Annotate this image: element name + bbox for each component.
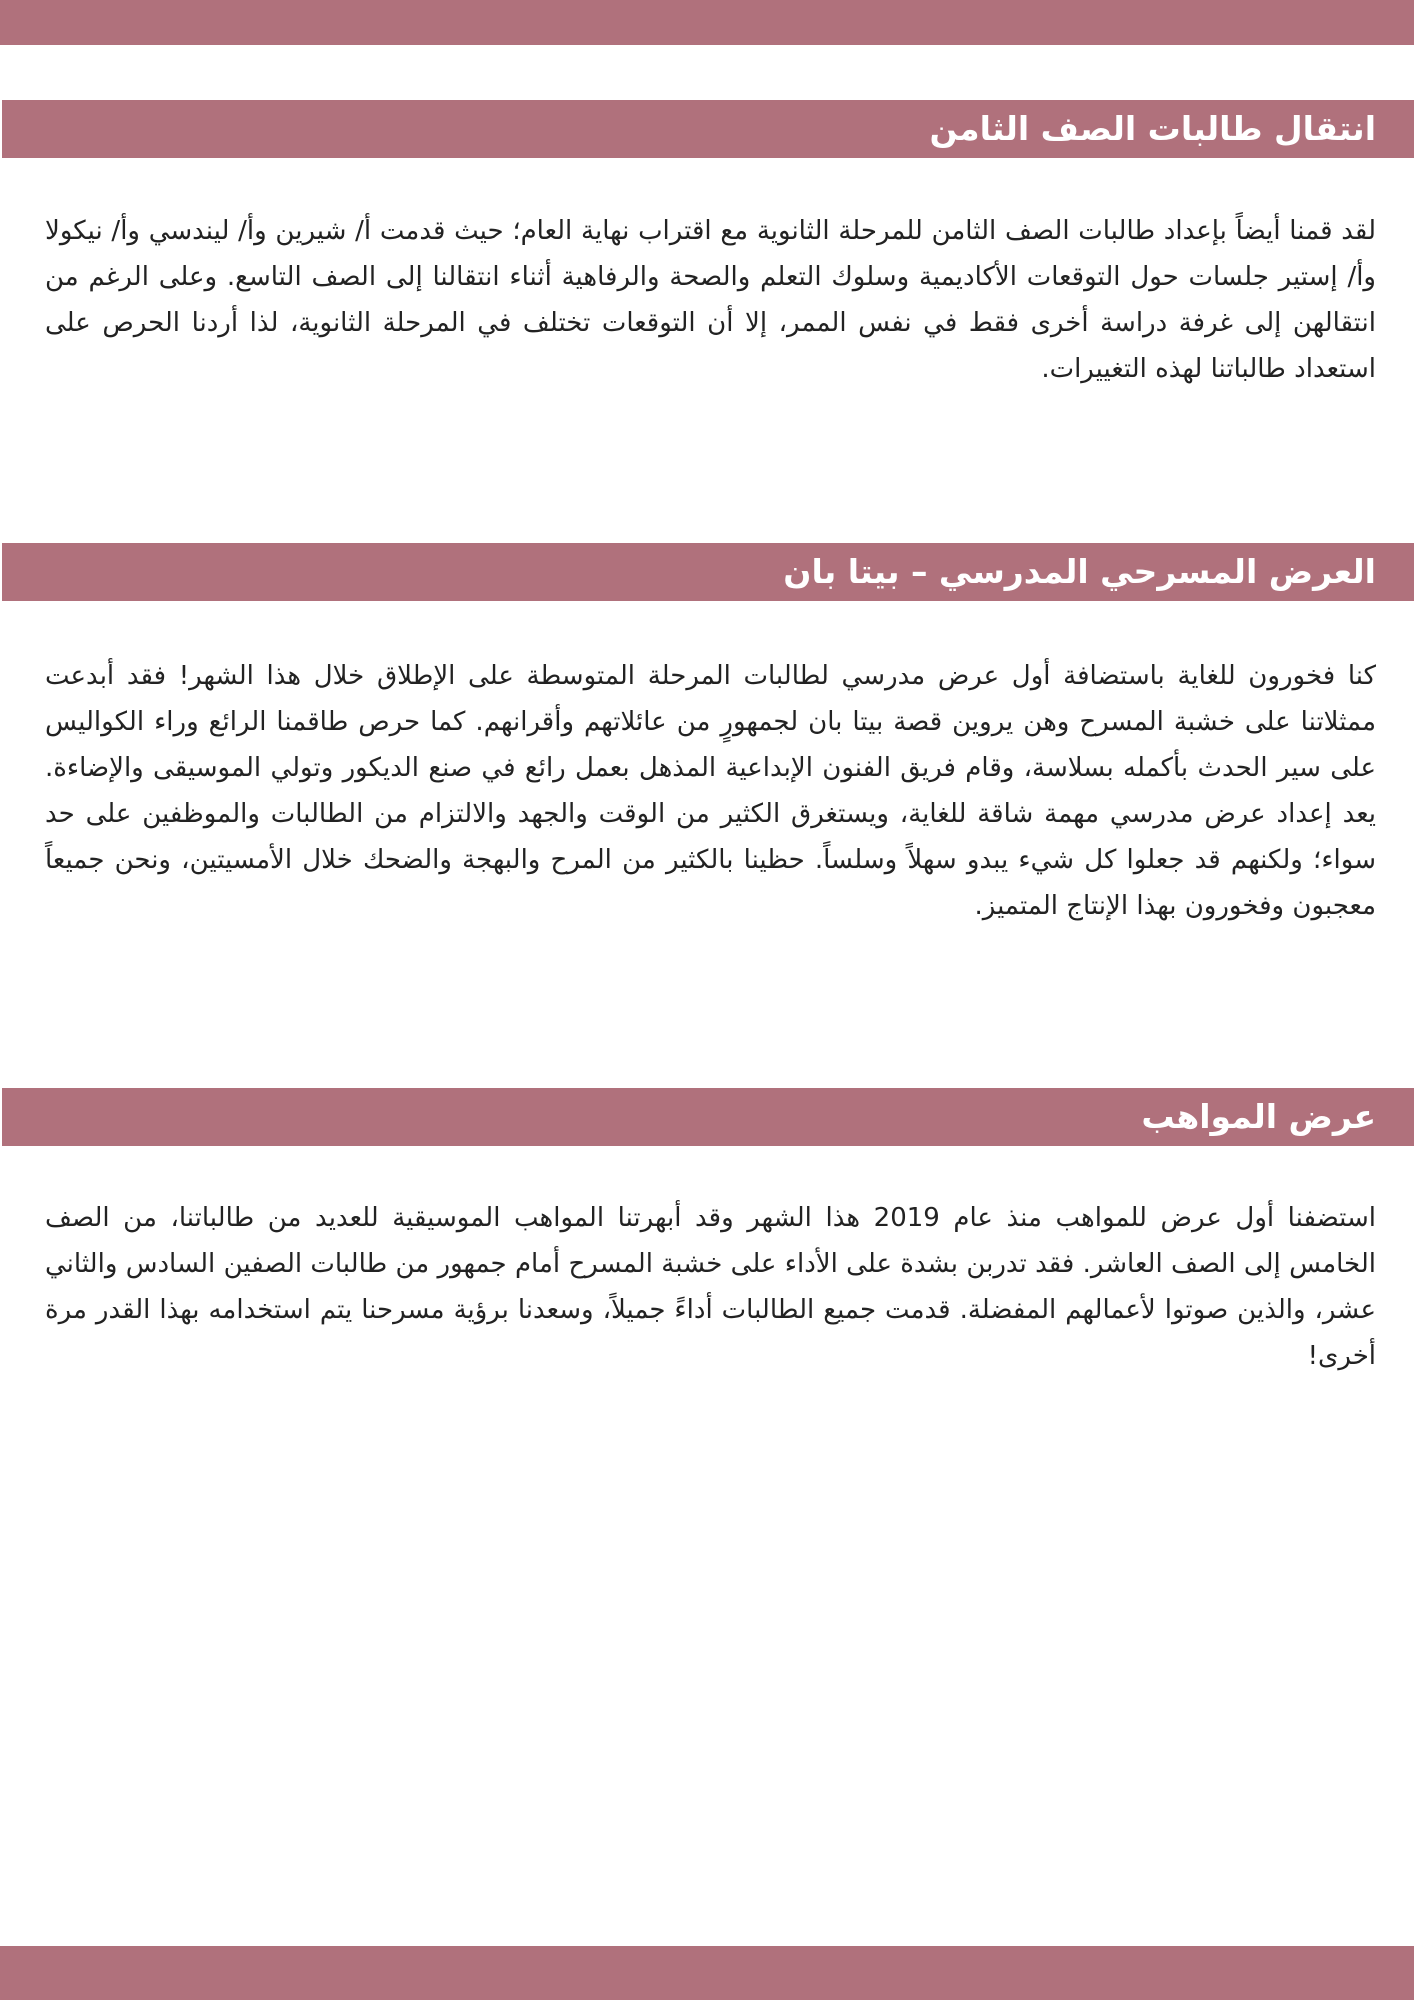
top-decorative-band xyxy=(0,0,1414,45)
section-header-talent-show xyxy=(2,1088,1414,1146)
section-title: عرض المواهب xyxy=(1141,1097,1376,1136)
bottom-decorative-band xyxy=(0,1946,1414,2000)
section-body-school-play: كنا فخورون للغاية باستضافة أول عرض مدرسي لطالبات المرحلة المتوسطة على الإطلاق خلال هذا الشهر! فقد أبدعت ممثلاتنا على خشبة المسرح وهن يروين قصة بيتا بان لجمهورٍ من عائلاتهم وأقرانهم. كما حرص طاقمنا الرائع وراء الكواليس على سير الحدث بأكمله بسلاسة، وقام فريق الفنون الإبداعية المذهل بعمل رائع في صنع الديكور وتولي الموسيقى والإضاءة. يعد إعداد عرض مدرسي مهمة شاقة للغاية، ويستغرق الكثير من الوقت والجهد والالتزام من الطالبات والموظفين على حد سواء؛ ولكنهم قد جعلوا كل شيء يبدو سهلاً وسلساً. حظينا بالكثير من المرح والبهجة والضحك خلال الأمسيتين، ونحن جميعاً معجبون وفخورون بهذا الإنتاج المتميز. xyxy=(45,661,1376,921)
section-title: انتقال طالبات الصف الثامن xyxy=(929,109,1376,148)
section-body-grade8-transition: لقد قمنا أيضاً بإعداد طالبات الصف الثامن للمرحلة الثانوية مع اقتراب نهاية العام؛ حيث قدمت أ/ شيرين وأ/ ليندسي وأ/ نيكولا وأ/ إستير جلسات حول التوقعات الأكاديمية وسلوك التعلم والصحة والرفاهية أثناء انتقالنا إلى الصف التاسع. وعلى الرغم من انتقالهن إلى غرفة دراسة أخرى فقط في نفس الممر، إلا أن التوقعات تختلف في المرحلة الثانوية، لذا أردنا الحرص على استعداد طالباتنا لهذه التغييرات. xyxy=(45,216,1376,384)
section-header-grade8-transition xyxy=(2,100,1414,158)
section-header-school-play xyxy=(2,543,1414,601)
section-body-talent-show: استضفنا أول عرض للمواهب منذ عام 2019 هذا الشهر وقد أبهرتنا المواهب الموسيقية للعديد من طالباتنا، من الصف الخامس إلى الصف العاشر. فقد تدربن بشدة على الأداء على خشبة المسرح أمام جمهور من طالبات الصفين السادس والثاني عشر، والذين صوتوا لأعمالهم المفضلة. قدمت جميع الطالبات أداءً جميلاً، وسعدنا برؤية مسرحنا يتم استخدامه بهذا القدر مرة أخرى! xyxy=(45,1203,1376,1371)
section-title: العرض المسرحي المدرسي – بيتا بان xyxy=(783,552,1376,591)
